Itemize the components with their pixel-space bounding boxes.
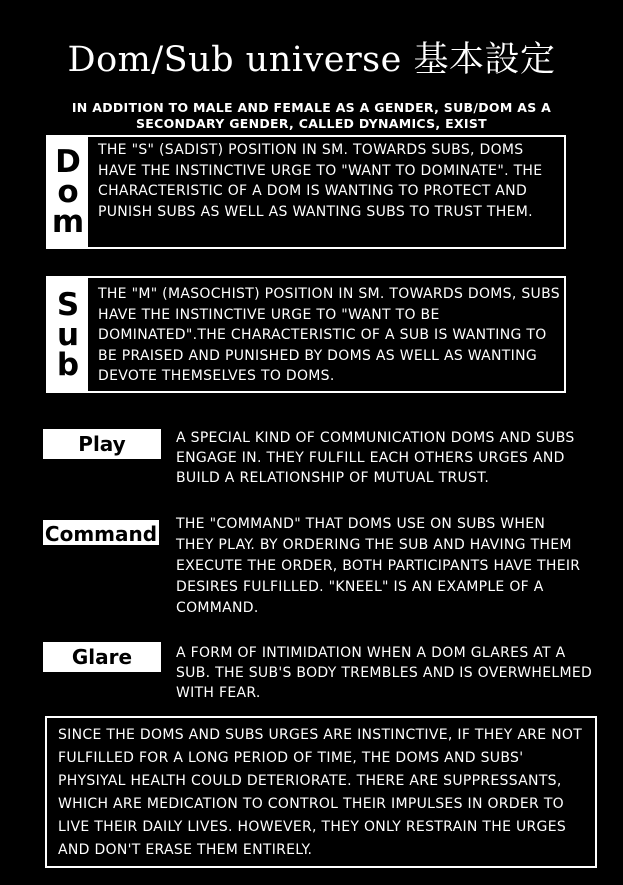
intro-text: IN ADDITION TO MALE AND FEMALE AS A GENDER, SUB/DOM AS A SECONDARY GENDER, CALLED DYNAMICS, EXIST (71, 100, 552, 131)
term-description-command: THE "COMMAND" THAT DOMS USE ON SUBS WHEN THEY PLAY. BY ORDERING THE SUB AND HAVING THEM EXECUTE THE ORDER, BOTH PARTICIPANTS HAVE THEIR DESIRES FULFILLED. "KNEEL" IS AN EXAMPLE OF A COMMAND. (176, 516, 581, 616)
sub-letter: b (56, 346, 80, 383)
dom-description: THE "S" (SADIST) POSITION IN SM. TOWARDS SUBS, DOMS HAVE THE INSTINCTIVE URGE TO "WANT TO DOMINATE". THE CHARACTERISTIC OF A DOM IS WANTING TO PROTECT AND PUNISH SUBS AS WELL AS WANTING SUBS TO TRUST THEM. (98, 142, 543, 220)
term-label-command: Command (41, 518, 161, 547)
term-label-glare: Glare (43, 642, 161, 672)
note-text: SINCE THE DOMS AND SUBS URGES ARE INSTINCTIVE, IF THEY ARE NOT FULFILLED FOR A LONG PERIOD OF TIME, THE DOMS AND SUBS' PHYSIYAL HEALTH COULD DETERIORATE. THERE ARE SUPPRESSANTS, WHICH ARE MEDICATION TO CONTROL THEIR IMPULSES IN ORDER TO LIVE THEIR DAILY LIVES. HOWEVER, THEY ONLY RESTRAIN THE URGES AND DON'T ERASE THEM ENTIRELY. (58, 727, 583, 858)
dom-side-label (48, 137, 88, 247)
term-label-play: Play (43, 429, 161, 459)
term-description-play: A SPECIAL KIND OF COMMUNICATION DOMS AND SUBS ENGAGE IN. THEY FULFILL EACH OTHERS URGES AND BUILD A RELATIONSHIP OF MUTUAL TRUST. (176, 430, 575, 486)
page-title: Dom/Sub universe 基本設定 (67, 40, 556, 80)
term-description-glare: A FORM OF INTIMIDATION WHEN A DOM GLARES AT A SUB. THE SUB'S BODY TREMBLES AND IS OVERWHELMED WITH FEAR. (176, 645, 593, 701)
dom-letter: o (57, 174, 79, 210)
sub-letter: S (56, 286, 80, 323)
sub-description: THE "M" (MASOCHIST) POSITION IN SM. TOWARDS DOMS, SUBS HAVE THE INSTINCTIVE URGE TO "WANT TO BE DOMINATED".THE CHARACTERISTIC OF A SUB IS WANTING TO BE PRAISED AND PUNISHED BY DOMS AS WELL AS WANTING DEVOTE THEMSELVES TO DOMS. (98, 286, 560, 384)
dom-letter: D (55, 144, 81, 180)
dom-letter: m (51, 204, 85, 240)
sub-letter: u (56, 316, 80, 353)
sub-side-label (48, 278, 88, 391)
